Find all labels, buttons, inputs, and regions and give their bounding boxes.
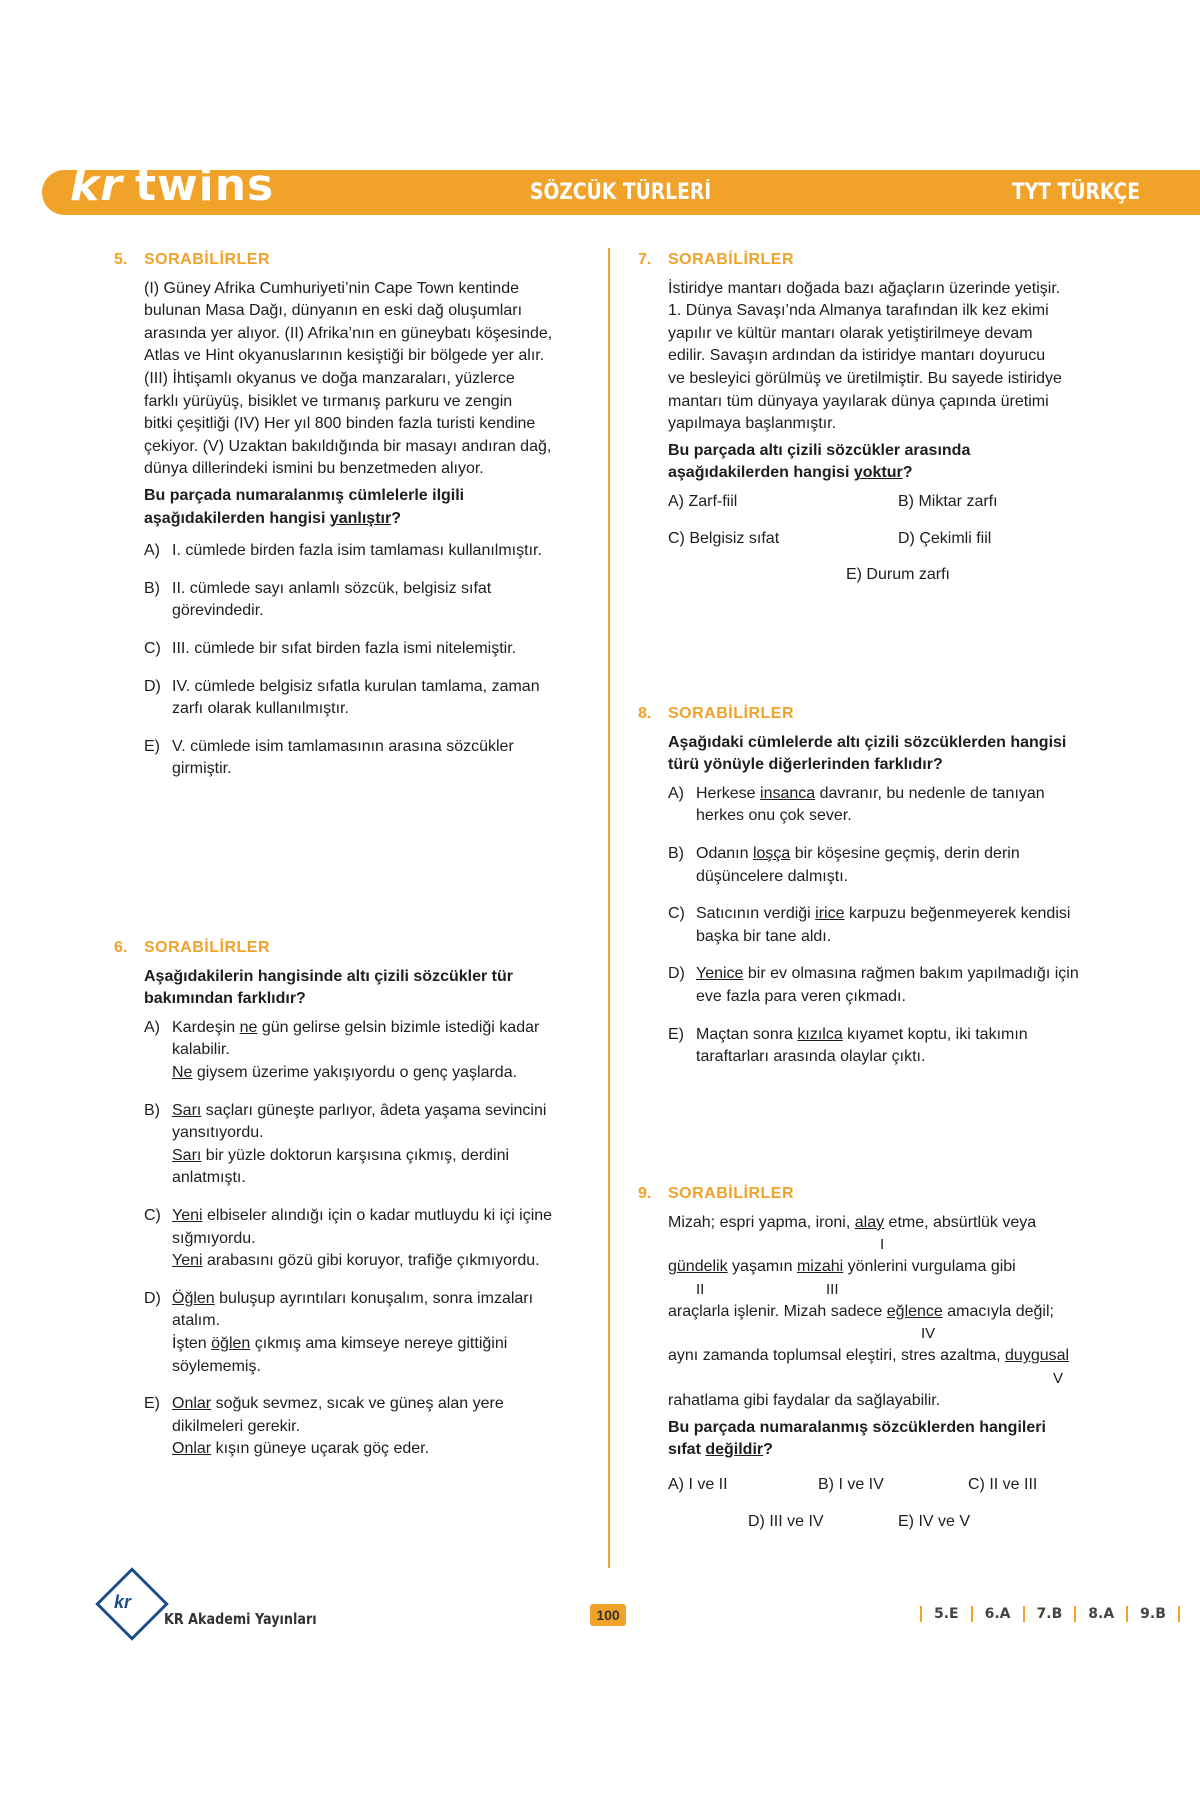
passage-line — [668, 1301, 1158, 1324]
option-text: sığmıyordu. — [172, 1229, 256, 1247]
option-text: kalabilir. — [172, 1041, 230, 1059]
option-c[interactable]: C) II ve III — [968, 1475, 1038, 1493]
column-divider — [608, 248, 610, 1568]
option-text: zarfı olarak kullanılmıştır. — [172, 700, 349, 718]
underlined-word: duygusal — [1005, 1347, 1070, 1365]
option-a[interactable] — [144, 540, 594, 563]
underlined-word: eğlence — [886, 1302, 943, 1320]
text: karpuzu beğenmeyerek kendisi — [844, 905, 1071, 923]
text: İşten — [172, 1334, 212, 1352]
option-text: eve fazla para veren çıkmadı. — [696, 987, 906, 1005]
text: aynı zamanda toplumsal eleştiri, stres azaltma, — [668, 1347, 1006, 1365]
passage-line: (III) İhtişamlı okyanus ve doğa manzaraları, yüzlerce — [144, 369, 515, 387]
underlined-word: öğlen — [211, 1334, 251, 1352]
text: elbiseler alındığı için o kadar mutluydu ki içi içine — [202, 1206, 553, 1224]
roman-label-row — [668, 1323, 1158, 1345]
question-8 — [638, 703, 1158, 1069]
option-text: herkes onu çok sever. — [696, 807, 852, 825]
option-a[interactable] — [668, 783, 1158, 828]
roman-label: IV — [921, 1325, 936, 1343]
answer-key-item: 8.A — [1074, 1606, 1126, 1622]
question-stem — [668, 440, 1138, 485]
option-text — [172, 1250, 594, 1273]
roman-label: I — [880, 1236, 885, 1254]
roman-label-row — [668, 1279, 1158, 1301]
option-text: girmiştir. — [172, 760, 232, 778]
answer-key — [920, 1606, 1180, 1622]
underlined-word: mizahi — [796, 1258, 844, 1276]
roman-label-row — [668, 1368, 1158, 1390]
text: Satıcının verdiği — [696, 905, 816, 923]
stem-line: bakımından farklıdır? — [144, 990, 306, 1008]
text: kışın güneye uçarak göç eder. — [211, 1440, 430, 1458]
answer-key-item: 9.B — [1126, 1606, 1180, 1622]
underlined-word: gündelik — [668, 1258, 728, 1276]
text: Maçtan sonra — [696, 1025, 798, 1043]
option-text — [172, 1017, 594, 1040]
stem-underlined: yanlıştır — [329, 509, 392, 527]
stem-text: sıfat — [668, 1441, 706, 1459]
option-letter: C) — [668, 905, 685, 923]
question-stem — [144, 966, 594, 1011]
brand-logo — [70, 160, 274, 211]
passage-line: arasında yer alıyor. (II) Afrika’nın en güneybatı köşesinde, — [144, 324, 553, 342]
stem-line: türü yönüyle diğerlerinden farklıdır? — [668, 756, 943, 774]
option-text — [172, 1393, 594, 1416]
option-text — [696, 1024, 1158, 1047]
option-text — [172, 1100, 594, 1123]
question-stem — [668, 732, 1158, 777]
question-tag: SORABİLİRLER — [144, 939, 270, 956]
option-letter: B) — [144, 1101, 160, 1119]
option-text — [172, 1205, 594, 1228]
text: kıyamet koptu, iki takımın — [842, 1025, 1028, 1043]
roman-label: II — [696, 1280, 705, 1298]
option-b[interactable]: B) Miktar zarfı — [898, 492, 998, 510]
text: Odanın — [696, 844, 753, 862]
passage-line: farklı yürüyüş, bisiklet ve tırmanış parkuru ve zengin — [144, 392, 513, 410]
option-e[interactable]: E) IV ve V — [898, 1513, 971, 1531]
roman-label: III — [826, 1280, 839, 1298]
passage-line: çekiyor. (V) Uzaktan bakıldığında bir masayı andıran dağ, — [144, 437, 552, 455]
underlined-word: Yeni — [172, 1252, 203, 1270]
passage-line — [668, 1256, 1158, 1279]
text: amacıyla değil; — [942, 1302, 1054, 1320]
passage-line: bulunan Masa Dağı, dünyanın en eski dağ oluşumları — [144, 302, 523, 320]
question-5 — [114, 249, 594, 781]
passage-line: rahatlama gibi faydalar da sağlayabilir. — [668, 1391, 941, 1409]
option-c[interactable] — [668, 903, 1158, 948]
text: bir ev olmasına rağmen bakım yapılmadığı için — [743, 965, 1079, 983]
text: bir köşesine geçmiş, derin derin — [790, 844, 1020, 862]
answer-key-item: 7.B — [1023, 1606, 1075, 1622]
underlined-word: kızılca — [797, 1025, 843, 1043]
underlined-word: irice — [815, 905, 845, 923]
stem-line: Bu parçada altı çizili sözcükler arasında — [668, 441, 971, 459]
text: etme, absürtlük veya — [884, 1213, 1037, 1231]
underlined-word: Sarı — [172, 1146, 202, 1164]
text: çıkmış ama kimseye nereye gittiğini — [250, 1334, 508, 1352]
text: buluşup ayrıntıları konuşalım, sonra imzaları — [214, 1289, 534, 1307]
option-b[interactable] — [144, 1100, 594, 1190]
passage — [144, 278, 594, 481]
passage-line: Atlas ve Hint okyanuslarının kesiştiği bir bölgede yer alır. — [144, 347, 545, 365]
answer-key-item: 6.A — [971, 1606, 1023, 1622]
option-text: atalım. — [172, 1312, 221, 1330]
option-text: I. cümlede birden fazla isim tamlaması kullanılmıştır. — [172, 542, 542, 560]
option-text — [172, 1333, 594, 1356]
option-d[interactable]: D) III ve IV — [748, 1513, 824, 1531]
underlined-word: Öğlen — [172, 1289, 215, 1307]
roman-label: V — [1053, 1369, 1064, 1387]
option-text: başka bir tane aldı. — [696, 927, 832, 945]
text: Mizah; espri yapma, ironi, — [668, 1213, 855, 1231]
course-title: TYT TÜRKÇE — [1012, 180, 1141, 205]
stem-underlined: değildir — [705, 1441, 764, 1459]
option-text — [172, 1062, 594, 1085]
option-text: düşüncelere dalmıştı. — [696, 867, 849, 885]
publisher-name: KR Akademi Yayınları — [164, 1610, 317, 1628]
option-a[interactable]: A) Zarf-fiil — [668, 492, 738, 510]
option-text: yansıtıyordu. — [172, 1124, 264, 1142]
underlined-word: Onlar — [172, 1395, 212, 1413]
passage-line: dünya dillerindeki ismini bu benzetmeden alıyor. — [144, 460, 484, 478]
publisher-logo-icon — [95, 1567, 169, 1641]
question-6 — [114, 937, 594, 1461]
option-text: II. cümlede sayı anlamlı sözcük, belgisiz sıfat — [172, 579, 492, 597]
logo-kr: kr — [70, 160, 123, 211]
question-stem — [144, 485, 594, 530]
passage-line: mantarı tüm dünyaya yayılarak dünya çapında üretimi — [668, 392, 1049, 410]
question-number: 7. — [638, 251, 652, 268]
stem-text: aşağıdakilerden hangisi — [144, 509, 330, 527]
underlined-word: Sarı — [172, 1101, 202, 1119]
passage-line: ve besleyici görülmüş ve üretilmiştir. Bu sayede istiridye — [668, 369, 1062, 387]
option-letter: D) — [144, 1289, 161, 1307]
option-e[interactable] — [144, 1393, 594, 1461]
passage-line: İstiridye mantarı doğada bazı ağaçların üzerinde yetişir. — [668, 279, 1061, 297]
stem-line — [144, 508, 594, 531]
option-text: görevindedir. — [172, 602, 264, 620]
options-row — [668, 1474, 1158, 1497]
underlined-word: loşça — [752, 844, 791, 862]
roman-label-row — [668, 1234, 1158, 1256]
stem-line — [668, 1439, 1158, 1462]
option-text — [696, 783, 1158, 806]
option-d[interactable]: D) Çekimli fiil — [898, 529, 992, 547]
options-row — [668, 1511, 1158, 1534]
option-d[interactable] — [144, 1288, 594, 1378]
option-letter: D) — [144, 677, 161, 695]
stem-line — [668, 462, 1138, 485]
option-letter: C) — [144, 1206, 161, 1224]
option-text — [696, 843, 1158, 866]
text: saçları güneşte parlıyor, âdeta yaşama sevincini — [201, 1101, 547, 1119]
passage-line — [668, 1345, 1158, 1368]
stem-text: ? — [902, 464, 913, 482]
option-text: III. cümlede bir sıfat birden fazla ismi nitelemiştir. — [172, 639, 517, 657]
option-text: söylememiş. — [172, 1357, 261, 1375]
text: davranır, bu nedenle de tanıyan — [815, 784, 1045, 802]
question-number: 9. — [638, 1185, 652, 1202]
text: yönlerini vurgulama gibi — [843, 1258, 1016, 1276]
text: bir yüzle doktorun karşısına çıkmış, derdini — [201, 1146, 510, 1164]
option-letter: A) — [144, 542, 160, 560]
text: yaşamın — [727, 1258, 797, 1276]
option-c[interactable]: C) Belgisiz sıfat — [668, 529, 780, 547]
logo-twins: twins — [134, 160, 275, 211]
text: giysem üzerime yakışıyordu o genç yaşlarda. — [192, 1063, 518, 1081]
question-number: 5. — [114, 251, 128, 268]
underlined-word: Yenice — [696, 965, 744, 983]
publisher-logo-text: kr — [114, 1592, 132, 1612]
option-text — [696, 903, 1158, 926]
option-letter: C) — [144, 639, 161, 657]
stem-line: Aşağıdakilerin hangisinde altı çizili sözcükler tür — [144, 967, 513, 985]
page-number: 100 — [590, 1604, 626, 1626]
section-title: SÖZCÜK TÜRLERİ — [530, 180, 712, 205]
option-letter: A) — [144, 1018, 160, 1036]
option-letter: B) — [668, 844, 684, 862]
text: arabasını gözü gibi koruyor, trafiğe çıkmıyordu. — [202, 1252, 540, 1270]
underlined-word: Onlar — [172, 1440, 212, 1458]
stem-line: Bu parçada numaralanmış cümlelerle ilgili — [144, 486, 465, 504]
option-letter: E) — [668, 1025, 684, 1043]
option-b[interactable] — [668, 843, 1158, 888]
option-c[interactable] — [144, 638, 594, 661]
stem-underlined: yoktur — [853, 464, 903, 482]
passage-line: edilir. Savaşın ardından da istiridye mantarı doyurucu — [668, 347, 1046, 365]
option-e[interactable] — [144, 736, 594, 781]
option-text: IV. cümlede belgisiz sıfatla kurulan tamlama, zaman — [172, 677, 540, 695]
option-a[interactable]: A) I ve II — [668, 1475, 728, 1493]
option-text: V. cümlede isim tamlamasının arasına sözcükler — [172, 737, 514, 755]
text: gün gelirse gelsin bizimle istediği kadar — [257, 1018, 540, 1036]
option-b[interactable]: B) I ve IV — [818, 1475, 884, 1493]
answer-key-item: 5.E — [920, 1606, 971, 1622]
question-tag: SORABİLİRLER — [668, 705, 794, 722]
stem-line: Aşağıdaki cümlelerde altı çizili sözcüklerden hangisi — [668, 733, 1067, 751]
option-text: anlatmıştı. — [172, 1169, 246, 1187]
question-9 — [638, 1183, 1158, 1534]
passage-line: yapılmaya başlanmıştır. — [668, 415, 837, 433]
passage-line: bitki çeşitliği (IV) Her yıl 800 binden fazla turisti kendine — [144, 415, 536, 433]
option-text — [172, 1438, 594, 1461]
option-d[interactable] — [668, 963, 1158, 1008]
option-letter: E) — [144, 1395, 160, 1413]
text: Kardeşin — [172, 1018, 240, 1036]
text: Herkese — [696, 784, 761, 802]
underlined-word: Ne — [172, 1063, 193, 1081]
underlined-word: ne — [239, 1018, 258, 1036]
option-text — [172, 1288, 594, 1311]
stem-text: ? — [763, 1441, 773, 1459]
option-e[interactable]: E) Durum zarfı — [845, 566, 950, 584]
passage-line — [668, 1212, 1158, 1235]
option-letter: B) — [144, 579, 160, 597]
question-tag: SORABİLİRLER — [144, 251, 270, 268]
option-letter: A) — [668, 784, 684, 802]
passage-line: (I) Güney Afrika Cumhuriyeti’nin Cape Town kentinde — [144, 279, 519, 297]
stem-text: aşağıdakilerden hangisi — [668, 464, 854, 482]
option-c[interactable] — [144, 1205, 594, 1273]
passage-line: yapılır ve kültür mantarı olarak yetiştirilmeye devam — [668, 324, 1033, 342]
passage-line: 1. Dünya Savaşı’nda Almanya tarafından ilk kez ekimi — [668, 302, 1049, 320]
option-a[interactable] — [144, 1017, 594, 1085]
question-number: 8. — [638, 705, 652, 722]
question-number: 6. — [114, 939, 128, 956]
option-letter: E) — [144, 737, 160, 755]
option-letter: D) — [668, 965, 685, 983]
option-text: dikilmeleri gerekir. — [172, 1417, 301, 1435]
text: soğuk sevmez, sıcak ve güneş alan yere — [211, 1395, 504, 1413]
underlined-word: Yeni — [172, 1206, 203, 1224]
option-e[interactable] — [668, 1024, 1158, 1069]
question-7 — [638, 249, 1138, 587]
passage — [668, 278, 1138, 436]
stem-text: ? — [391, 509, 401, 527]
option-d[interactable] — [144, 676, 594, 721]
question-stem — [668, 1417, 1158, 1462]
options-grid — [668, 491, 1138, 550]
underlined-word: insanca — [760, 784, 816, 802]
question-tag: SORABİLİRLER — [668, 251, 794, 268]
option-text — [172, 1145, 594, 1168]
stem-line: Bu parçada numaralanmış sözcüklerden hangileri — [668, 1418, 1046, 1436]
text: araçlarla işlenir. Mizah sadece — [668, 1302, 887, 1320]
option-text: taraftarları arasında olaylar çıktı. — [696, 1048, 926, 1066]
underlined-word: alay — [854, 1213, 885, 1231]
option-b[interactable] — [144, 578, 594, 623]
question-tag: SORABİLİRLER — [668, 1185, 794, 1202]
option-text — [696, 963, 1158, 986]
